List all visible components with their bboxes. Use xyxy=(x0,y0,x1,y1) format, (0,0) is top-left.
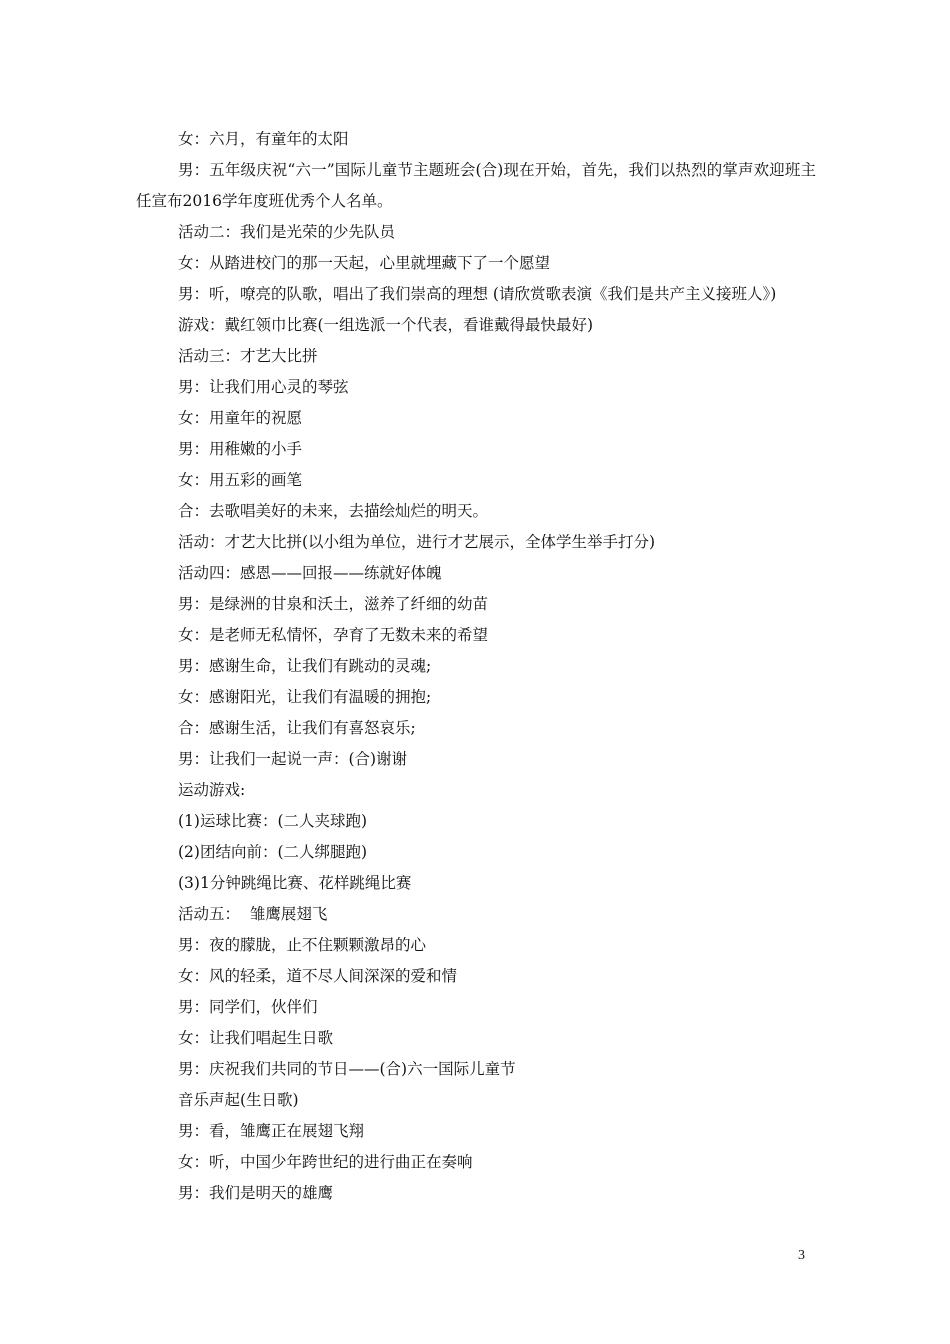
text-line: 男：是绿洲的甘泉和沃土，滋养了纤细的幼苗 xyxy=(178,595,489,613)
text-line: 女：六月，有童年的太阳 xyxy=(178,130,349,148)
section-heading: 活动二：我们是光荣的少先队员 xyxy=(178,223,396,241)
section-heading: 活动五： 雏鹰展翅飞 xyxy=(178,905,328,923)
text-line: 男：我们是明天的雄鹰 xyxy=(178,1184,334,1202)
text-line: 活动：才艺大比拼(以小组为单位，进行才艺展示，全体学生举手打分) xyxy=(178,533,656,551)
text-line: 音乐声起(生日歌) xyxy=(178,1091,299,1109)
text-paragraph: 男：五年级庆祝“六一”国际儿童节主题班会(合)现在开始，首先，我们以热烈的掌声欢迎班主任宣布2016学年度班优秀个人名单。 xyxy=(136,161,816,210)
text-line: 女：让我们唱起生日歌 xyxy=(178,1029,334,1047)
text-line: 男：听，嘹亮的队歌，唱出了我们崇高的理想 (请欣赏歌表演《我们是共产主义接班人》) xyxy=(178,285,777,303)
text-line: 女：听，中国少年跨世纪的进行曲正在奏响 xyxy=(178,1153,473,1171)
text-line: 女：用五彩的画笔 xyxy=(178,471,303,489)
section-heading: 活动四：感恩——回报——练就好体魄 xyxy=(178,564,442,582)
text-line: 男：让我们用心灵的琴弦 xyxy=(178,378,349,396)
list-item: (3)1分钟跳绳比赛、花样跳绳比赛 xyxy=(178,874,412,892)
text-line: 合：感谢生活，让我们有喜怒哀乐; xyxy=(178,719,416,737)
text-line: 男：同学们，伙伴们 xyxy=(178,998,318,1016)
text-line: 男：让我们一起说一声：(合)谢谢 xyxy=(178,750,408,768)
text-line: 男：庆祝我们共同的节日——(合)六一国际儿童节 xyxy=(178,1060,516,1078)
list-item: (1)运球比赛：(二人夹球跑) xyxy=(178,812,368,830)
document-body xyxy=(136,124,816,1209)
text-line: 女：风的轻柔，道不尽人间深深的爱和情 xyxy=(178,967,458,985)
list-item: (2)团结向前：(二人绑腿跑) xyxy=(178,843,368,861)
text-line: 女：是老师无私情怀，孕育了无数未来的希望 xyxy=(178,626,489,644)
section-heading: 活动三：才艺大比拼 xyxy=(178,347,318,365)
text-line: 男：感谢生命，让我们有跳动的灵魂; xyxy=(178,657,432,675)
text-line: 游戏：戴红领巾比赛(一组选派一个代表，看谁戴得最快最好) xyxy=(178,316,594,334)
text-line: 男：看，雏鹰正在展翅飞翔 xyxy=(178,1122,365,1140)
text-line: 女：用童年的祝愿 xyxy=(178,409,303,427)
text-line: 女：从踏进校门的那一天起，心里就埋藏下了一个愿望 xyxy=(178,254,551,272)
text-line: 运动游戏: xyxy=(178,781,246,799)
text-line: 合：去歌唱美好的未来，去描绘灿烂的明天。 xyxy=(178,502,489,520)
text-line: 女：感谢阳光，让我们有温暖的拥抱; xyxy=(178,688,432,706)
text-line: 男：夜的朦胧，止不住颗颗激昂的心 xyxy=(178,936,427,954)
text-line: 男：用稚嫩的小手 xyxy=(178,440,303,458)
page-number: 3 xyxy=(798,1248,805,1263)
